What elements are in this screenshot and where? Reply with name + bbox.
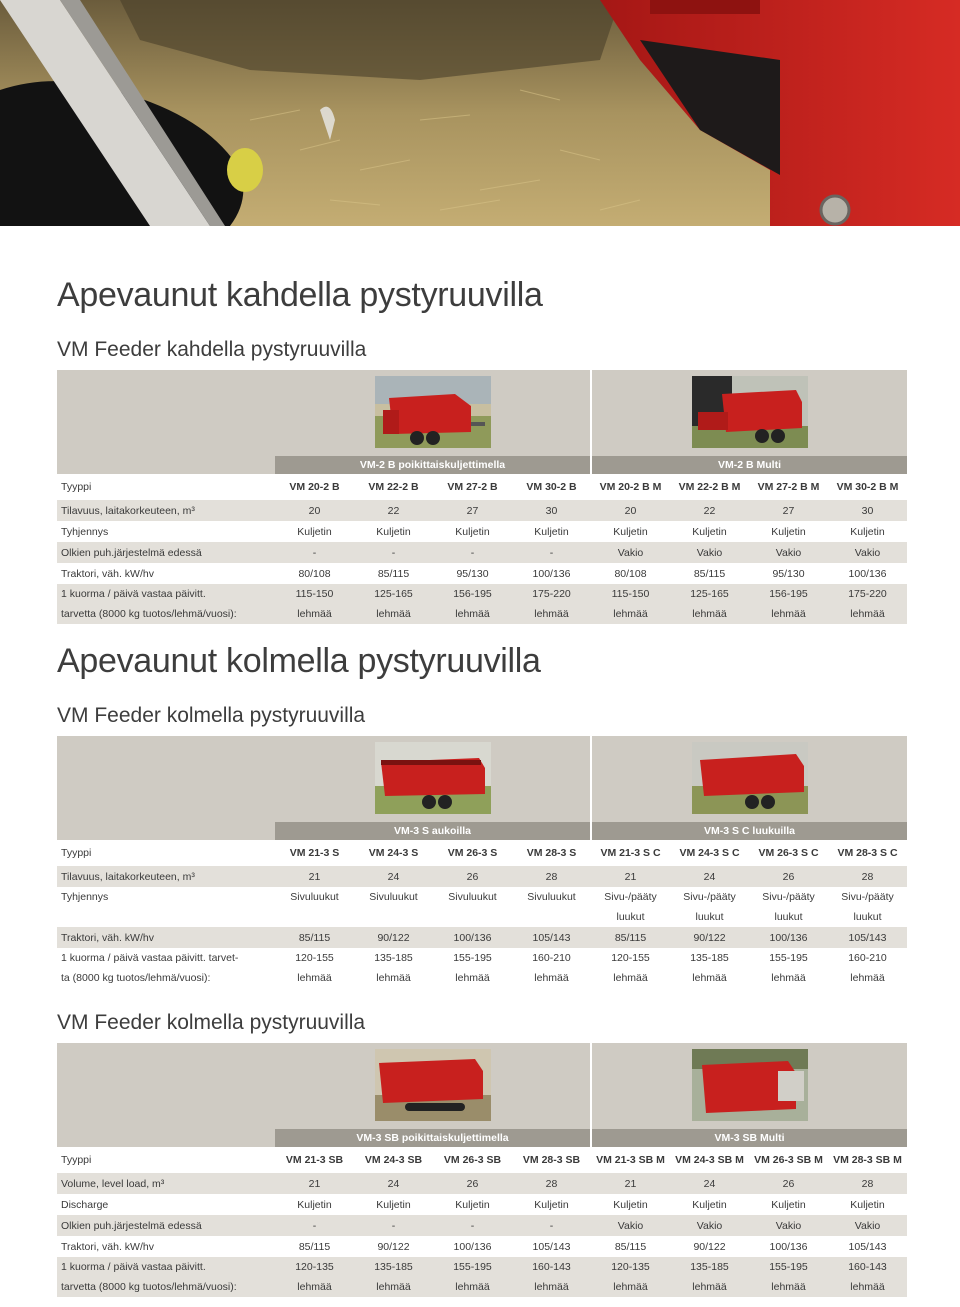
group-photo-cell [275,370,590,456]
table-cell: 135-185 lehmää [670,948,749,988]
row-label: Tyyppi [57,1147,275,1173]
group-header: VM-3 S aukoilla [275,822,591,840]
table-cell: - [354,1215,433,1236]
table-row [57,887,907,927]
table-cell: 160-143 lehmää [512,1257,591,1297]
model-name: VM 28-3 S [512,840,591,866]
row-label: Tyyppi [57,474,275,500]
row-label-line: ta (8000 kg tuotos/lehmä/vuosi): [61,972,211,984]
table-cell: Vakio [749,1215,828,1236]
table-cell: 125-165 lehmää [354,584,433,624]
row-label: Olkien puh.järjestelmä edessä [57,542,275,563]
table-cell: Sivu-/pääty luukut [749,887,828,927]
table-cell: 105/143 [828,1236,907,1257]
model-name: VM 28-3 S C [828,840,907,866]
group-photo-cell [590,370,907,456]
table-row [57,927,907,948]
model-name: VM 28-3 SB M [828,1147,907,1173]
table-row [57,948,907,988]
spec-table-body [57,456,907,624]
hero-photo [0,0,960,226]
model-name: VM 24-3 SB [354,1147,433,1173]
mixer-wagon-photo-icon [692,376,808,448]
table-cell: 95/130 [749,563,828,584]
table-cell: Sivu-/pääty luukut [591,887,670,927]
table-cell: 120-135 lehmää [591,1257,670,1297]
spec-table-body [57,1129,907,1297]
row-label: Traktori, väh. kW/hv [57,927,275,948]
table-cell: 90/122 [354,927,433,948]
table-cell: Vakio [828,1215,907,1236]
table-cell: Kuljetin [275,1194,354,1215]
table-cell: 26 [433,866,512,887]
table-row [57,1215,907,1236]
model-name: VM 27-2 B [433,474,512,500]
table-cell: Sivu-/pääty luukut [670,887,749,927]
table-cell: 20 [591,500,670,521]
table-cell: 100/136 [512,563,591,584]
model-name: VM 30-2 B M [828,474,907,500]
hero-photo-cow-feeding-icon [0,0,960,226]
table-cell: 80/108 [275,563,354,584]
table-cell: Vakio [670,542,749,563]
mixer-wagon-photo-icon [692,1049,808,1121]
row-label: Tyyppi [57,840,275,866]
table-cell: Sivuluukut [512,887,591,927]
table-cell: Kuljetin [749,521,828,542]
group-header: VM-2 B Multi [591,456,907,474]
table-cell: 24 [670,1173,749,1194]
table-cell: - [433,542,512,563]
table-cell: 28 [512,866,591,887]
table-cell: Vakio [749,542,828,563]
table-cell: 105/143 [512,927,591,948]
table-row [57,584,907,624]
section3-subtitle: VM Feeder kolmella pystyruuvilla [57,1011,366,1034]
model-name: VM 26-3 SB M [749,1147,828,1173]
table-cell: 26 [433,1173,512,1194]
table-row [57,1194,907,1215]
group-header: VM-3 SB Multi [591,1129,907,1147]
row-label: Volume, level load, m³ [57,1173,275,1194]
section1-subtitle: VM Feeder kahdella pystyruuvilla [57,338,367,361]
mixer-wagon-photo-icon [375,742,491,814]
table-cell: 85/115 [275,927,354,948]
group-photo-cell [275,736,590,822]
table-cell: Kuljetin [828,521,907,542]
table-cell: 21 [275,1173,354,1194]
table-cell: 24 [670,866,749,887]
table-cell: 28 [828,866,907,887]
table-cell: 30 [512,500,591,521]
table-cell: Kuljetin [670,1194,749,1215]
table-cell: Kuljetin [670,521,749,542]
table-cell: Vakio [828,542,907,563]
row-label-line: 1 kuorma / päivä vastaa päivitt. tarvet- [61,952,239,964]
table-cell: Vakio [670,1215,749,1236]
table-cell: 125-165 lehmää [670,584,749,624]
table-row [57,521,907,542]
table-cell: 22 [354,500,433,521]
table-row [57,866,907,887]
group-photo-cell [275,1043,590,1129]
section1-title: Apevaunut kahdella pystyruuvilla [57,276,543,314]
image-band [57,736,907,822]
table-cell: 28 [512,1173,591,1194]
table-cell: 115-150 lehmää [275,584,354,624]
table-cell: Kuljetin [749,1194,828,1215]
table-cell: Kuljetin [828,1194,907,1215]
model-name: VM 21-3 S [275,840,354,866]
table-cell: 85/115 [670,563,749,584]
row-label: Tilavuus, laitakorkeuteen, m³ [57,866,275,887]
model-name: VM 21-3 SB [275,1147,354,1173]
table-cell: 175-220 lehmää [828,584,907,624]
table-cell: 135-185 lehmää [354,1257,433,1297]
table-cell: - [275,542,354,563]
table-cell: 160-143 lehmää [828,1257,907,1297]
spec-table-vm3s [57,736,907,988]
table-cell: 175-220 lehmää [512,584,591,624]
table-cell: Sivu-/pääty luukut [828,887,907,927]
row-label [57,1257,275,1297]
row-label-line: 1 kuorma / päivä vastaa päivitt. [61,588,206,600]
table-cell: 85/115 [591,1236,670,1257]
group-header: VM-3 S C luukuilla [591,822,907,840]
table-cell: 156-195 lehmää [749,584,828,624]
table-row [57,1173,907,1194]
table-cell: 21 [591,866,670,887]
row-label: Discharge [57,1194,275,1215]
table-cell: 21 [591,1173,670,1194]
row-label: Tilavuus, laitakorkeuteen, m³ [57,500,275,521]
row-label: Traktori, väh. kW/hv [57,1236,275,1257]
table-cell: 30 [828,500,907,521]
model-name: VM 28-3 SB [512,1147,591,1173]
table-cell: 100/136 [828,563,907,584]
table-cell: 90/122 [670,927,749,948]
table-cell: Kuljetin [433,521,512,542]
row-label: Olkien puh.järjestelmä edessä [57,1215,275,1236]
table-cell: 85/115 [275,1236,354,1257]
image-band [57,1043,907,1129]
table-cell: - [433,1215,512,1236]
table-cell: 85/115 [591,927,670,948]
section2-subtitle: VM Feeder kolmella pystyruuvilla [57,704,366,727]
group-header: VM-3 SB poikittaiskuljettimella [275,1129,591,1147]
table-cell: 24 [354,1173,433,1194]
row-label-line: 1 kuorma / päivä vastaa päivitt. [61,1261,206,1273]
table-cell: Kuljetin [433,1194,512,1215]
table-cell: Kuljetin [275,521,354,542]
table-cell: 160-210 lehmää [828,948,907,988]
section2-title: Apevaunut kolmella pystyruuvilla [57,642,541,680]
table-cell: Sivuluukut [433,887,512,927]
table-cell: - [275,1215,354,1236]
table-cell: 135-185 lehmää [354,948,433,988]
table-cell: 155-195 lehmää [433,1257,512,1297]
table-cell: 22 [670,500,749,521]
group-photo-cell [590,736,907,822]
table-cell: 100/136 [433,1236,512,1257]
table-cell: 85/115 [354,563,433,584]
row-label-line: tarvetta (8000 kg tuotos/lehmä/vuosi): [61,608,237,620]
table-cell: 105/143 [828,927,907,948]
group-photo-cell [590,1043,907,1129]
table-cell: 115-150 lehmää [591,584,670,624]
table-cell: 27 [433,500,512,521]
table-cell: 26 [749,866,828,887]
table-cell: 156-195 lehmää [433,584,512,624]
table-cell: 95/130 [433,563,512,584]
model-name: VM 22-2 B [354,474,433,500]
model-name: VM 26-3 SB [433,1147,512,1173]
table-cell: Kuljetin [591,1194,670,1215]
row-label: Tyhjennys [57,887,275,927]
table-cell: Kuljetin [591,521,670,542]
table-cell: Kuljetin [354,521,433,542]
table-row [57,1257,907,1297]
table-cell: 105/143 [512,1236,591,1257]
table-cell: Sivuluukut [275,887,354,927]
table-row [57,1236,907,1257]
model-name: VM 21-3 S C [591,840,670,866]
model-name: VM 24-3 SB M [670,1147,749,1173]
model-name: VM 26-3 S [433,840,512,866]
table-cell: Kuljetin [512,1194,591,1215]
table-cell: 120-155 lehmää [275,948,354,988]
model-name: VM 30-2 B [512,474,591,500]
row-label: Tyhjennys [57,521,275,542]
table-cell: - [512,1215,591,1236]
table-cell: 155-195 lehmää [433,948,512,988]
table-cell: 20 [275,500,354,521]
model-name: VM 20-2 B [275,474,354,500]
table-cell: - [512,542,591,563]
table-cell: 155-195 lehmää [749,1257,828,1297]
model-name: VM 24-3 S C [670,840,749,866]
table-cell: Kuljetin [512,521,591,542]
table-row [57,542,907,563]
table-cell: 24 [354,866,433,887]
spec-table-vm3sb [57,1043,907,1297]
table-row [57,563,907,584]
table-cell: 100/136 [433,927,512,948]
table-cell: 135-185 lehmää [670,1257,749,1297]
table-cell: 26 [749,1173,828,1194]
table-cell: 120-135 lehmää [275,1257,354,1297]
mixer-wagon-photo-icon [375,1049,491,1121]
model-name: VM 24-3 S [354,840,433,866]
row-label [57,948,275,988]
table-cell: - [354,542,433,563]
table-cell: Sivuluukut [354,887,433,927]
table-cell: 28 [828,1173,907,1194]
group-header: VM-2 B poikittaiskuljettimella [275,456,591,474]
table-cell: 120-155 lehmää [591,948,670,988]
table-cell: 160-210 lehmää [512,948,591,988]
table-row [57,500,907,521]
mixer-wagon-photo-icon [375,376,491,448]
model-name: VM 22-2 B M [670,474,749,500]
row-label-line: tarvetta (8000 kg tuotos/lehmä/vuosi): [61,1281,237,1293]
model-name: VM 27-2 B M [749,474,828,500]
model-name: VM 26-3 S C [749,840,828,866]
image-band [57,370,907,456]
model-name: VM 20-2 B M [591,474,670,500]
spec-table-body [57,822,907,988]
table-cell: 90/122 [670,1236,749,1257]
table-cell: 100/136 [749,1236,828,1257]
mixer-wagon-photo-icon [692,742,808,814]
table-cell: 90/122 [354,1236,433,1257]
table-cell: Vakio [591,542,670,563]
table-cell: 80/108 [591,563,670,584]
row-label [57,584,275,624]
model-name: VM 21-3 SB M [591,1147,670,1173]
table-cell: 21 [275,866,354,887]
table-cell: 27 [749,500,828,521]
spec-table-vm2 [57,370,907,624]
row-label: Traktori, väh. kW/hv [57,563,275,584]
table-cell: 100/136 [749,927,828,948]
table-cell: Vakio [591,1215,670,1236]
table-cell: Kuljetin [354,1194,433,1215]
table-cell: 155-195 lehmää [749,948,828,988]
